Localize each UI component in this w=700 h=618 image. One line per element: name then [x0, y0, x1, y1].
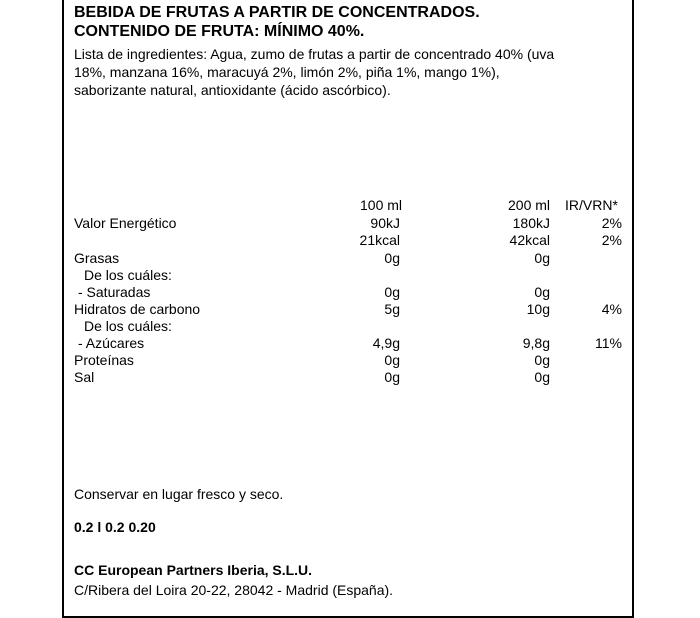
sal-200: 0g — [534, 369, 550, 385]
energy-kcal-200: 42kcal — [509, 232, 550, 248]
header-ir-vrn: IR/VRN* — [565, 197, 618, 213]
azucares-100: 4,9g — [372, 335, 400, 351]
energy-kj-100: 90kJ — [370, 215, 400, 231]
hidratos-200: 10g — [526, 301, 550, 317]
saturadas-200: 0g — [534, 284, 550, 300]
company-name: CC European Partners Iberia, S.L.U. — [74, 562, 313, 578]
energy-kcal-100: 21kcal — [359, 232, 400, 248]
product-title-line-2: CONTENIDO DE FRUTA: MÍNIMO 40%. — [74, 23, 365, 40]
grasas-100: 0g — [384, 250, 400, 266]
hidratos-label: Hidratos de carbono — [74, 301, 201, 317]
hidratos-100: 5g — [384, 301, 400, 317]
proteinas-label: Proteínas — [74, 352, 134, 368]
azucares-200: 9,8g — [522, 335, 550, 351]
ingredients-line-3: saborizante natural, antioxidante (ácido ascórbico). — [74, 82, 391, 98]
storage-instructions: Conservar en lugar fresco y seco. — [74, 486, 284, 502]
ingredients-line-2: 18%, manzana 16%, maracuyá 2%, limón 2%, piña 1%, mango 1%), — [74, 64, 500, 80]
energy-label: Valor Energético — [74, 215, 177, 231]
header-100ml: 100 ml — [360, 197, 403, 213]
grasas-label: Grasas — [74, 250, 120, 266]
volume-marking: 0.2 l 0.2 0.20 — [74, 519, 156, 535]
grasas-de-los-cuales: De los cuáles: — [84, 267, 172, 283]
hidratos-de-los-cuales: De los cuáles: — [84, 318, 172, 334]
energy-kj-pct: 2% — [601, 215, 622, 231]
sal-100: 0g — [384, 369, 400, 385]
proteinas-200: 0g — [534, 352, 550, 368]
azucares-label: - Azúcares — [78, 335, 145, 351]
sal-label: Sal — [74, 369, 95, 385]
company-address: C/Ribera del Loira 20-22, 28042 - Madrid (España). — [74, 582, 394, 598]
header-200ml: 200 ml — [508, 197, 551, 213]
energy-kcal-pct: 2% — [601, 232, 622, 248]
energy-kj-200: 180kJ — [512, 215, 550, 231]
proteinas-100: 0g — [384, 352, 400, 368]
azucares-pct: 11% — [595, 335, 622, 351]
product-title-line-1: BEBIDA DE FRUTAS A PARTIR DE CONCENTRADOS. — [74, 4, 480, 21]
ingredients-line-1: Lista de ingredientes: Agua, zumo de frutas a partir de concentrado 40% (uva — [74, 46, 555, 62]
grasas-200: 0g — [534, 250, 550, 266]
saturadas-100: 0g — [384, 284, 400, 300]
saturadas-label: - Saturadas — [78, 284, 151, 300]
hidratos-pct: 4% — [601, 301, 622, 317]
